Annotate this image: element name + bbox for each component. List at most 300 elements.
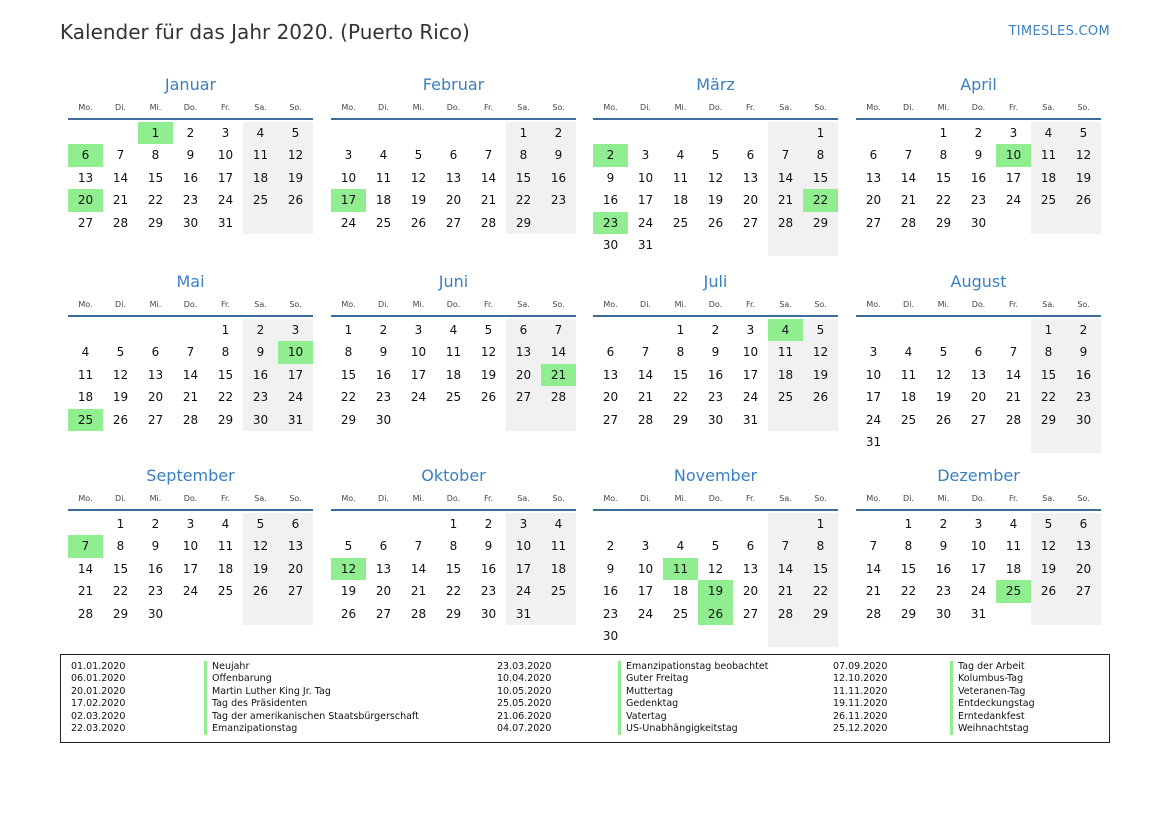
weekday-label: Di. [115, 300, 126, 309]
day-cell: 5 [803, 319, 838, 341]
day-cell: 4 [676, 148, 685, 163]
empty-day-cell [803, 234, 838, 256]
day-cell: 29 [672, 412, 689, 427]
weekday-label: Sa. [517, 103, 530, 112]
day-cell: 24 [637, 606, 654, 621]
day-cell: 27 [1066, 580, 1101, 602]
week-row [856, 364, 1101, 386]
day-cell: 6 [746, 148, 755, 163]
day-cell: 2 [484, 517, 493, 531]
holiday-day-cell: 21 [541, 364, 576, 386]
holiday-date: 10.04.2020 [497, 673, 552, 685]
day-cell: 29 [506, 212, 541, 234]
day-cell: 7 [541, 319, 576, 341]
week-row [593, 386, 838, 408]
weekday-label: Di. [115, 494, 126, 503]
day-cell: 21 [182, 390, 199, 405]
day-cell: 20 [445, 193, 462, 208]
weekday-label: Fr. [745, 103, 756, 112]
day-cell: 14 [410, 561, 427, 576]
holiday-name: Tag der Arbeit [958, 661, 1025, 672]
day-cell: 16 [243, 364, 278, 386]
weekday-label: Sa. [1042, 494, 1055, 503]
holiday-date: 04.07.2020 [497, 723, 552, 735]
day-cell: 1 [116, 517, 125, 531]
day-cell: 6 [449, 148, 458, 163]
weekday-label: Do. [183, 300, 198, 309]
day-cell: 13 [970, 367, 987, 382]
empty-day-cell [926, 319, 961, 341]
day-cell: 14 [77, 561, 94, 576]
day-cell: 15 [1031, 364, 1066, 386]
day-cell: 11 [900, 367, 917, 382]
day-cell: 15 [672, 367, 689, 382]
day-cell: 18 [900, 390, 917, 405]
day-cell: 31 [865, 434, 882, 449]
day-cell: 1 [904, 517, 913, 531]
day-cell: 27 [77, 215, 94, 230]
day-cell: 22 [217, 390, 234, 405]
week-row [593, 625, 838, 647]
day-cell: 11 [1031, 144, 1066, 166]
day-cell: 24 [278, 386, 313, 408]
day-cell: 30 [602, 237, 619, 252]
day-cell: 19 [243, 558, 278, 580]
weekday-label: Di. [115, 103, 126, 112]
day-cell: 7 [414, 539, 423, 554]
day-cell: 23 [602, 606, 619, 621]
month-name: Mai [176, 272, 205, 291]
day-cell: 28 [1005, 412, 1022, 427]
day-cell: 18 [217, 561, 234, 576]
week-row [331, 558, 576, 580]
day-cell: 19 [935, 390, 952, 405]
day-cell: 24 [217, 193, 234, 208]
empty-day-cell [103, 319, 138, 341]
weekday-label: Fr. [1008, 300, 1019, 309]
day-cell: 2 [1066, 319, 1101, 341]
day-cell: 6 [278, 513, 313, 535]
day-cell: 29 [803, 603, 838, 625]
weekday-label: Di. [640, 494, 651, 503]
day-cell: 17 [410, 367, 427, 382]
day-cell: 3 [414, 323, 423, 337]
day-cell: 22 [935, 193, 952, 208]
week-row [68, 409, 313, 431]
day-cell: 12 [935, 367, 952, 382]
holiday-date: 01.01.2020 [71, 661, 126, 672]
day-cell: 27 [147, 412, 164, 427]
day-cell: 29 [340, 412, 357, 427]
day-cell: 23 [182, 193, 199, 208]
empty-day-cell [768, 513, 803, 535]
empty-day-cell [401, 513, 436, 535]
holiday-day-cell: 10 [278, 341, 313, 363]
weekday-label: Fr. [220, 494, 231, 503]
day-cell: 6 [974, 345, 983, 360]
day-cell: 23 [243, 386, 278, 408]
week-row [856, 431, 1101, 453]
day-cell: 8 [344, 345, 353, 360]
day-cell: 27 [970, 412, 987, 427]
holiday-day-cell: 26 [698, 603, 733, 625]
week-row [68, 167, 313, 189]
holiday-date: 12.10.2020 [833, 673, 888, 685]
holiday-name: Tag des Präsidenten [212, 698, 308, 710]
day-cell: 8 [151, 148, 160, 163]
day-cell: 19 [340, 584, 357, 599]
empty-day-cell [541, 409, 576, 431]
weekday-header [593, 492, 838, 511]
holiday-dates-col-3 [833, 661, 887, 735]
day-cell: 21 [112, 193, 129, 208]
day-cell: 1 [803, 513, 838, 535]
day-cell: 14 [112, 170, 129, 185]
holiday-name: Veteranen-Tag [958, 685, 1026, 697]
week-row [856, 603, 1101, 625]
holiday-day-cell: 25 [68, 409, 103, 431]
day-cell: 7 [904, 148, 913, 163]
week-row [68, 122, 313, 144]
day-cell: 10 [637, 170, 654, 185]
day-cell: 22 [900, 584, 917, 599]
day-cell: 14 [182, 367, 199, 382]
day-cell: 26 [1066, 189, 1101, 211]
holiday-name: Emanzipationstag [212, 723, 298, 735]
day-cell: 27 [865, 215, 882, 230]
holiday-dates-col-1 [71, 661, 125, 735]
holiday-name: Kolumbus-Tag [958, 673, 1024, 685]
holiday-date: 10.05.2020 [497, 685, 552, 697]
holiday-date: 23.03.2020 [497, 661, 552, 672]
empty-day-cell [593, 319, 628, 341]
weekday-header [68, 101, 313, 120]
day-cell: 5 [116, 345, 125, 360]
day-cell: 19 [410, 193, 427, 208]
day-cell: 19 [278, 167, 313, 189]
empty-day-cell [768, 625, 803, 647]
day-cell: 22 [112, 584, 129, 599]
weekday-label: Do. [708, 103, 723, 112]
day-cell: 13 [77, 170, 94, 185]
month-9 [68, 465, 313, 625]
weekday-label: So. [552, 300, 565, 309]
weekday-label: Mo. [603, 300, 618, 309]
day-cell: 28 [768, 603, 803, 625]
day-cell: 28 [112, 215, 129, 230]
day-cell: 16 [935, 561, 952, 576]
day-cell: 31 [742, 412, 759, 427]
day-cell: 27 [375, 606, 392, 621]
day-cell: 14 [637, 367, 654, 382]
day-cell: 26 [278, 189, 313, 211]
week-row [593, 212, 838, 234]
weekday-label: Do. [446, 103, 461, 112]
week-row [68, 513, 313, 535]
day-cell: 15 [340, 367, 357, 382]
empty-day-cell [331, 122, 366, 144]
empty-day-cell [926, 431, 961, 453]
day-cell: 7 [116, 148, 125, 163]
week-row [593, 341, 838, 363]
day-cell: 30 [147, 606, 164, 621]
day-cell: 3 [506, 513, 541, 535]
weekday-label: Sa. [779, 300, 792, 309]
weekday-header [331, 101, 576, 120]
holiday-name: Muttertag [626, 685, 673, 697]
weekday-label: Mi. [412, 494, 425, 503]
day-cell: 25 [900, 412, 917, 427]
holiday-day-cell: 7 [68, 535, 103, 557]
week-row [856, 144, 1101, 166]
day-cell: 22 [340, 390, 357, 405]
day-cell: 21 [637, 390, 654, 405]
day-cell: 25 [672, 215, 689, 230]
week-row [331, 212, 576, 234]
day-cell: 28 [77, 606, 94, 621]
day-cell: 13 [742, 561, 759, 576]
day-cell: 29 [935, 215, 952, 230]
holiday-name: Tag der amerikanischen Staatsbürgerschaft [212, 710, 419, 722]
day-cell: 24 [506, 580, 541, 602]
day-cell: 5 [1066, 122, 1101, 144]
day-cell: 20 [147, 390, 164, 405]
day-cell: 29 [1031, 409, 1066, 431]
empty-day-cell [856, 513, 891, 535]
day-cell: 9 [243, 341, 278, 363]
day-cell: 20 [278, 558, 313, 580]
holiday-name: Guter Freitag [626, 673, 689, 685]
brand-link[interactable]: TIMESLES.COM [1008, 24, 1110, 39]
day-cell: 30 [602, 628, 619, 643]
weekday-label: Di. [903, 103, 914, 112]
empty-day-cell [278, 212, 313, 234]
day-cell: 19 [707, 193, 724, 208]
week-row [856, 580, 1101, 602]
day-cell: 18 [445, 367, 462, 382]
day-cell: 1 [449, 517, 458, 531]
week-row [331, 513, 576, 535]
empty-day-cell [1031, 603, 1066, 625]
empty-day-cell [698, 234, 733, 256]
empty-day-cell [243, 212, 278, 234]
day-cell: 3 [641, 148, 650, 163]
weekday-label: Di. [378, 300, 389, 309]
day-cell: 3 [186, 517, 195, 531]
day-cell: 1 [506, 122, 541, 144]
day-cell: 1 [803, 122, 838, 144]
day-cell: 19 [803, 364, 838, 386]
day-cell: 4 [1031, 122, 1066, 144]
day-cell: 3 [344, 148, 353, 163]
day-cell: 6 [746, 539, 755, 554]
day-cell: 11 [768, 341, 803, 363]
day-cell: 18 [768, 364, 803, 386]
empty-day-cell [278, 603, 313, 625]
day-cell: 26 [803, 386, 838, 408]
day-cell: 10 [182, 539, 199, 554]
weekday-label: Sa. [254, 300, 267, 309]
day-cell: 1 [221, 323, 230, 337]
weekday-header [331, 492, 576, 511]
day-cell: 24 [637, 215, 654, 230]
day-cell: 28 [410, 606, 427, 621]
day-cell: 10 [506, 535, 541, 557]
holiday-day-cell: 25 [996, 580, 1031, 602]
day-cell: 10 [217, 148, 234, 163]
day-cell: 12 [480, 345, 497, 360]
week-row [856, 513, 1101, 535]
empty-day-cell [541, 212, 576, 234]
day-cell: 1 [939, 126, 948, 140]
weekday-label: Sa. [779, 103, 792, 112]
day-cell: 13 [445, 170, 462, 185]
day-cell: 26 [707, 215, 724, 230]
day-cell: 14 [768, 558, 803, 580]
day-cell: 8 [221, 345, 230, 360]
day-cell: 30 [935, 606, 952, 621]
weekday-label: Fr. [220, 300, 231, 309]
day-cell: 24 [865, 412, 882, 427]
day-cell: 5 [243, 513, 278, 535]
day-cell: 8 [506, 144, 541, 166]
day-cell: 24 [182, 584, 199, 599]
day-cell: 16 [970, 170, 987, 185]
week-row [68, 319, 313, 341]
empty-day-cell [173, 319, 208, 341]
holiday-date: 19.11.2020 [833, 698, 888, 710]
empty-day-cell [961, 319, 996, 341]
empty-day-cell [856, 122, 891, 144]
weekday-label: So. [552, 103, 565, 112]
empty-day-cell [856, 319, 891, 341]
week-row [856, 535, 1101, 557]
weekday-label: Mo. [78, 103, 93, 112]
day-cell: 16 [602, 193, 619, 208]
empty-day-cell [471, 409, 506, 431]
empty-day-cell [103, 122, 138, 144]
day-cell: 15 [935, 170, 952, 185]
weekday-label: Mi. [937, 103, 950, 112]
week-row [68, 386, 313, 408]
day-cell: 2 [186, 126, 195, 140]
day-cell: 9 [151, 539, 160, 554]
empty-day-cell [768, 122, 803, 144]
month-name: Oktober [421, 466, 486, 485]
day-cell: 28 [480, 215, 497, 230]
week-row [331, 580, 576, 602]
month-name: September [146, 466, 235, 485]
empty-day-cell [1031, 212, 1066, 234]
holiday-day-cell: 17 [331, 189, 366, 211]
day-cell: 15 [445, 561, 462, 576]
day-cell: 12 [1031, 535, 1066, 557]
holiday-day-cell: 20 [68, 189, 103, 211]
day-cell: 4 [379, 148, 388, 163]
day-cell: 3 [974, 517, 983, 531]
day-cell: 27 [602, 412, 619, 427]
day-cell: 9 [541, 144, 576, 166]
holiday-day-cell: 2 [593, 144, 628, 166]
day-cell: 10 [742, 345, 759, 360]
holiday-date: 07.09.2020 [833, 661, 888, 672]
page-title: Kalender für das Jahr 2020. (Puerto Rico) [60, 20, 470, 44]
weekday-label: So. [289, 300, 302, 309]
day-cell: 9 [939, 539, 948, 554]
day-cell: 26 [112, 412, 129, 427]
week-row [68, 558, 313, 580]
day-cell: 15 [217, 367, 234, 382]
weekday-label: Do. [446, 494, 461, 503]
weekday-header [331, 298, 576, 317]
day-cell: 13 [506, 341, 541, 363]
weekday-label: Fr. [220, 103, 231, 112]
holiday-list [60, 654, 1110, 743]
weekday-label: Sa. [1042, 103, 1055, 112]
empty-day-cell [401, 122, 436, 144]
day-cell: 5 [1031, 513, 1066, 535]
day-cell: 29 [147, 215, 164, 230]
weekday-label: Mi. [149, 494, 162, 503]
day-cell: 28 [865, 606, 882, 621]
day-cell: 30 [182, 215, 199, 230]
day-cell: 7 [1009, 345, 1018, 360]
empty-day-cell [1066, 431, 1101, 453]
empty-day-cell [768, 409, 803, 431]
day-cell: 29 [445, 606, 462, 621]
day-cell: 3 [1009, 126, 1018, 140]
empty-day-cell [663, 234, 698, 256]
day-cell: 15 [506, 167, 541, 189]
day-cell: 16 [182, 170, 199, 185]
day-cell: 29 [900, 606, 917, 621]
day-cell: 23 [1066, 386, 1101, 408]
empty-day-cell [663, 122, 698, 144]
day-cell: 13 [278, 535, 313, 557]
holiday-day-cell: 4 [768, 319, 803, 341]
weekday-label: Di. [640, 300, 651, 309]
weekday-label: Do. [971, 494, 986, 503]
day-cell: 3 [641, 539, 650, 554]
day-cell: 6 [379, 539, 388, 554]
holiday-name: Offenbarung [212, 673, 272, 685]
day-cell: 26 [340, 606, 357, 621]
week-row [593, 580, 838, 602]
day-cell: 16 [147, 561, 164, 576]
day-cell: 19 [480, 367, 497, 382]
empty-day-cell [436, 409, 471, 431]
weekday-label: Mi. [674, 300, 687, 309]
day-cell: 11 [217, 539, 234, 554]
week-row [331, 189, 576, 211]
week-row [68, 189, 313, 211]
week-row [593, 603, 838, 625]
day-cell: 8 [116, 539, 125, 554]
weekday-label: Sa. [517, 494, 530, 503]
day-cell: 3 [869, 345, 878, 360]
day-cell: 9 [606, 170, 615, 185]
month-12 [856, 465, 1101, 625]
week-row [593, 513, 838, 535]
day-cell: 20 [865, 193, 882, 208]
holiday-date: 02.03.2020 [71, 710, 126, 722]
week-row [331, 319, 576, 341]
weekday-header [68, 492, 313, 511]
holiday-day-cell: 22 [803, 189, 838, 211]
weekday-label: Do. [446, 300, 461, 309]
holiday-date: 26.11.2020 [833, 710, 888, 722]
empty-day-cell [733, 513, 768, 535]
